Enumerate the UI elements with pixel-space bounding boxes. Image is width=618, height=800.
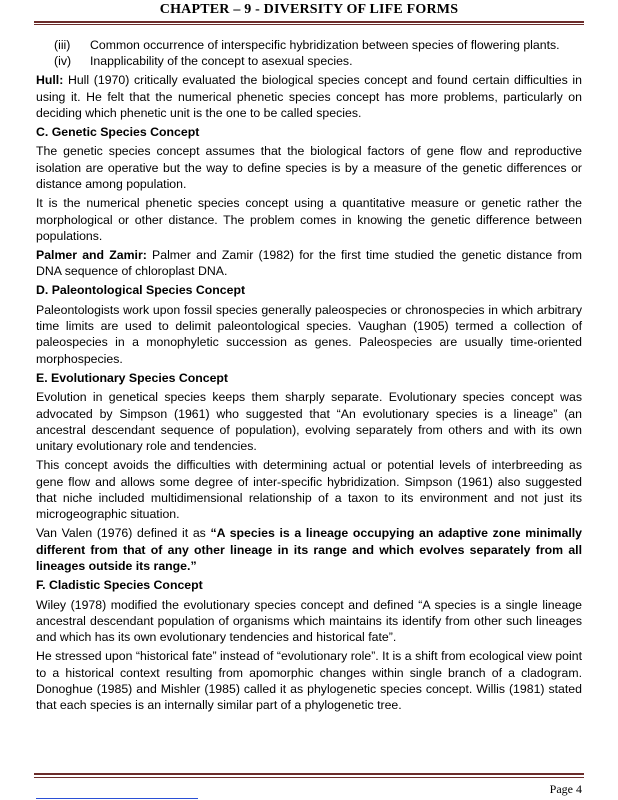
paragraph: Wiley (1978) modified the evolutionary species concept and defined “A species is a single lineage ancestral descendant population of organisms which maintains its identify from other such lineages and which has its own evolutionary tendencies and historical fate”.	[36, 597, 582, 645]
header-rule-thin	[34, 24, 584, 25]
footer-rule-thin	[34, 777, 584, 778]
header-rule	[34, 21, 584, 23]
paragraph: Paleontologists work upon fossil species generally paleospecies or chronospecies in which arbitrary time limits are used to delimit paleontological species. Vaughan (1905) termed a collection of paleospecies in a monophyletic succession as genes. Paleospecies are usually time-oriented morphospecies.	[36, 302, 582, 366]
footer-rule	[34, 773, 584, 775]
list-item-number: (iii)	[54, 38, 71, 52]
page-number: Page 4	[549, 782, 582, 796]
palmer-zamir-paragraph	[36, 247, 582, 280]
van-valen-intro: Van Valen (1976) defined it as	[36, 526, 211, 541]
hull-text: Hull (1970) critically evaluated the biological species concept and found certain difficulties in using it. He felt that the numerical phenetic species concept has more problems, particularly on deciding which phenetic unit is the one to be called species.	[36, 73, 582, 121]
section-heading-cladistic: F. Cladistic Species Concept	[36, 578, 203, 593]
paragraph: He stressed upon “historical fate” instead of “evolutionary role”. It is a shift from ecological view point to a historical context resulting from apomorphic changes within single branch of a cladogram. Donoghue (1985) and Mishler (1985) called it as phylogenetic species concept. Willis (1981) stated that each species is an internally similar part of a phylogenetic tree.	[36, 649, 582, 713]
paragraph: It is the numerical phenetic species concept using a quantitative measure or genetic rather the morphological or other distance. The problem comes in knowing the genetic difference between populations.	[36, 196, 582, 243]
section-heading-evolutionary: E. Evolutionary Species Concept	[36, 370, 229, 385]
section-heading-genetic: C. Genetic Species Concept	[36, 125, 200, 140]
van-valen-paragraph	[36, 525, 582, 574]
paragraph: This concept avoids the difficulties with determining actual or potential levels of interbreeding as gene flow and allows some degree of inter-specific hybridization. Simpson (1961) also suggested that niche included multidimensional relationship of a taxon to its environment and not just its microgeographic situation.	[36, 458, 582, 522]
palmer-zamir-text: Palmer and Zamir (1982) for the first time studied the genetic distance from DNA sequence of chloroplast DNA.	[36, 247, 582, 279]
paragraph: The genetic species concept assumes that the biological factors of gene flow and reproductive isolation are operative but the way to define species is by a measure of the genetic differences or distance among population.	[36, 144, 582, 192]
list-item-text: Inapplicability of the concept to asexual species.	[90, 54, 353, 69]
chapter-header: CHAPTER – 9 - DIVERSITY OF LIFE FORMS	[159, 2, 459, 17]
footer-link-underline[interactable]	[36, 798, 198, 799]
hull-lead: Hull:	[36, 73, 64, 88]
van-valen-definition: “A species is a lineage occupying an adaptive zone minimally different from that of any other lineage in its range and which evolves separately from all lineages outside its range.”	[36, 526, 582, 574]
page-body	[36, 37, 582, 716]
list-item	[36, 53, 582, 69]
paragraph: Evolution in genetical species keeps them sharply separate. Evolutionary species concept was advocated by Simpson (1961) who suggested that “An evolutionary species is a lineage” (an ancestral descendant sequence of population), evolving separately from others and with its own unitary evolutionary role and tendencies.	[36, 390, 582, 454]
list-item	[36, 37, 582, 53]
list-item-number: (iv)	[54, 54, 72, 69]
palmer-zamir-lead: Palmer and Zamir:	[36, 247, 147, 262]
section-heading-paleontological: D. Paleontological Species Concept	[36, 283, 246, 298]
list-item-text: Common occurrence of interspecific hybridization between species of flowering plants.	[90, 38, 560, 52]
hull-paragraph	[36, 72, 582, 121]
